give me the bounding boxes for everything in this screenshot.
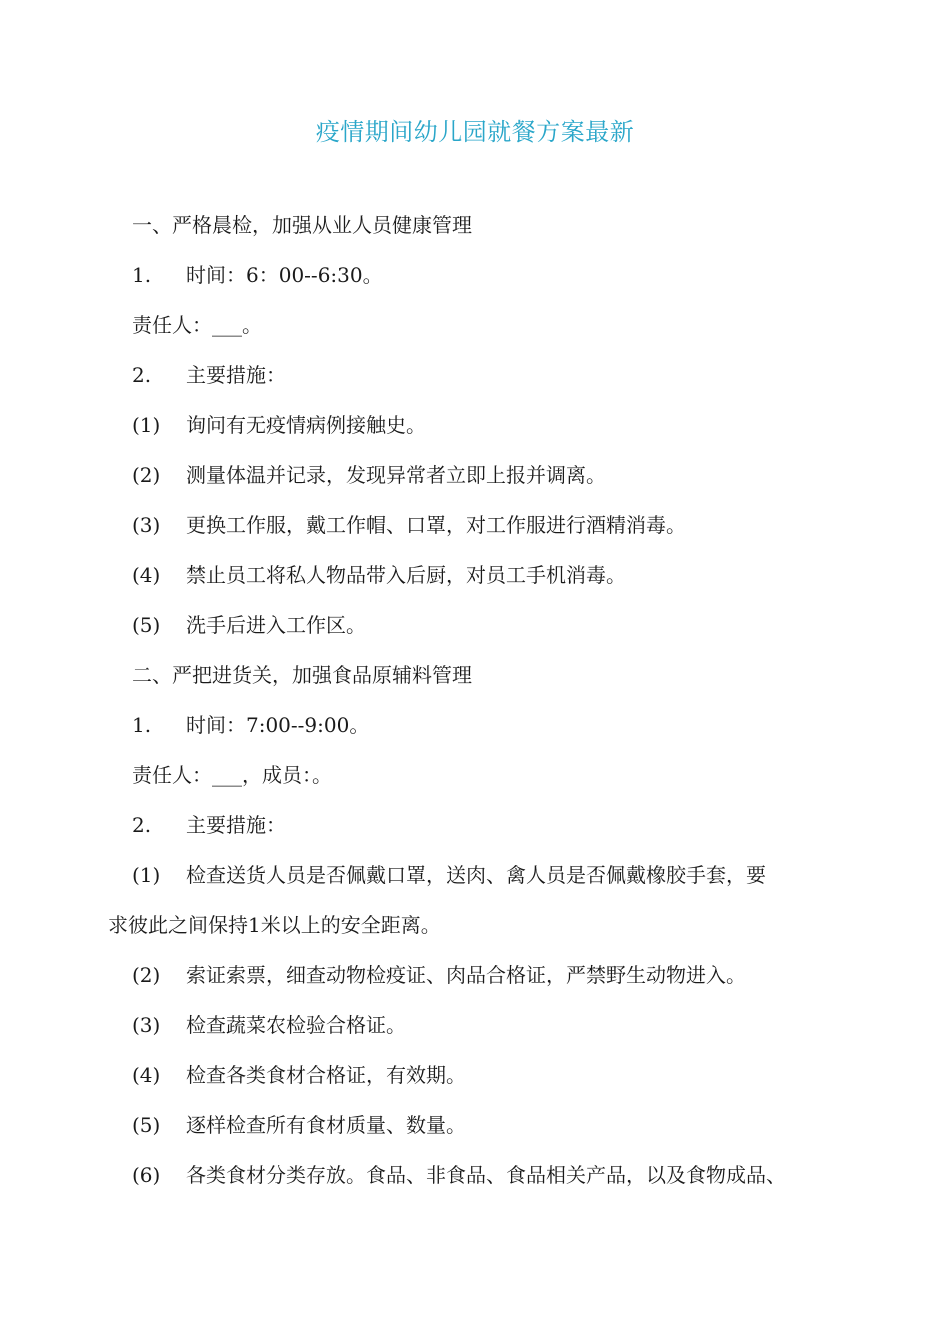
item-text: 逐样检查所有食材质量、数量。	[186, 1113, 466, 1137]
list-item	[108, 1100, 853, 1150]
section-heading-2: 二、严把进货关，加强食品原辅料管理	[132, 663, 472, 687]
continuation-line: 求彼此之间保持1米以上的安全距离。	[108, 913, 441, 937]
item-number: (4)	[132, 563, 161, 587]
responsible-line: 责任人：___。	[132, 313, 262, 337]
line-text: 时间：6：00--6:30。	[186, 263, 383, 287]
item-number: (1)	[132, 863, 161, 887]
item-text: 检查蔬菜农检验合格证。	[186, 1013, 406, 1037]
item-number: (3)	[132, 513, 161, 537]
item-number: (4)	[132, 1063, 161, 1087]
numbered-line	[108, 800, 853, 850]
item-number: (1)	[132, 413, 161, 437]
list-item	[108, 1150, 853, 1200]
list-item	[108, 1050, 853, 1100]
item-number: (5)	[132, 613, 161, 637]
list-item	[108, 950, 853, 1000]
numbered-line	[108, 350, 853, 400]
section-heading-1: 一、严格晨检，加强从业人员健康管理	[132, 213, 472, 237]
item-number: (3)	[132, 1013, 161, 1037]
item-text: 询问有无疫情病例接触史。	[186, 413, 426, 437]
list-item	[108, 450, 853, 500]
list-item	[108, 1000, 853, 1050]
document-body	[108, 200, 853, 1200]
line-number: 1.	[132, 713, 152, 737]
document-title: 疫情期间幼儿园就餐方案最新	[315, 118, 635, 146]
list-item	[108, 400, 853, 450]
line-text: 主要措施：	[186, 363, 286, 387]
item-number: (6)	[132, 1163, 161, 1187]
item-text: 各类食材分类存放。食品、非食品、食品相关产品，以及食物成品、	[186, 1163, 786, 1187]
list-item	[108, 850, 853, 900]
item-text: 测量体温并记录，发现异常者立即上报并调离。	[186, 463, 606, 487]
list-item	[108, 500, 853, 550]
item-text: 更换工作服，戴工作帽、口罩，对工作服进行酒精消毒。	[186, 513, 686, 537]
line-number: 2.	[132, 363, 152, 387]
item-text: 检查送货人员是否佩戴口罩，送肉、禽人员是否佩戴橡胶手套，要	[186, 863, 766, 887]
item-text: 禁止员工将私人物品带入后厨，对员工手机消毒。	[186, 563, 626, 587]
line-number: 2.	[132, 813, 152, 837]
numbered-line	[108, 250, 853, 300]
responsible-line: 责任人：___，成员：。	[132, 763, 332, 787]
list-item	[108, 600, 853, 650]
line-number: 1.	[132, 263, 152, 287]
line-text: 主要措施：	[186, 813, 286, 837]
item-number: (2)	[132, 463, 161, 487]
numbered-line	[108, 700, 853, 750]
item-text: 检查各类食材合格证，有效期。	[186, 1063, 466, 1087]
item-text: 洗手后进入工作区。	[186, 613, 366, 637]
item-text: 索证索票，细查动物检疫证、肉品合格证，严禁野生动物进入。	[186, 963, 746, 987]
list-item	[108, 550, 853, 600]
item-number: (2)	[132, 963, 161, 987]
item-number: (5)	[132, 1113, 161, 1137]
line-text: 时间：7:00--9:00。	[186, 713, 370, 737]
